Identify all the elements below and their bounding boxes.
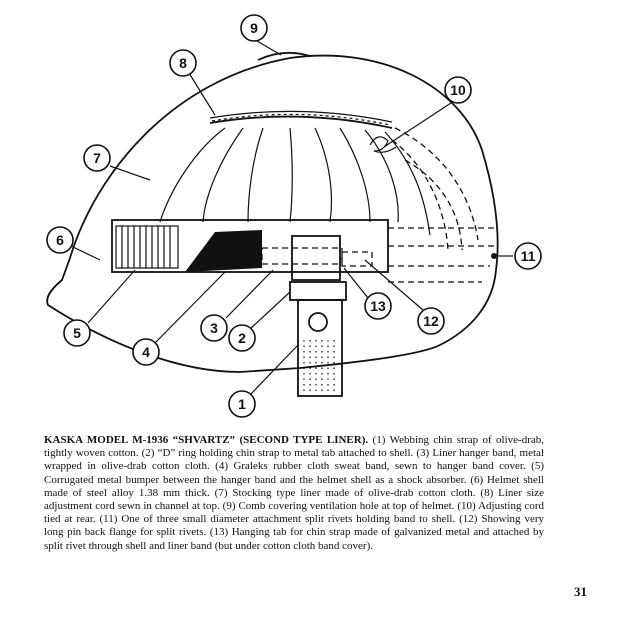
callout-9 [241,15,267,41]
svg-text:11: 11 [520,248,536,264]
svg-text:12: 12 [423,313,439,329]
callout-12 [418,308,444,334]
callout-3 [201,315,227,341]
callout-5 [64,320,90,346]
svg-text:9: 9 [250,20,258,36]
svg-text:5: 5 [73,325,81,341]
callout-11 [515,243,541,269]
svg-text:6: 6 [56,232,64,248]
svg-text:4: 4 [142,344,150,360]
callout-13 [365,293,391,319]
caption-title: KASKA MODEL M-1936 “SHVARTZ” (SECOND TYPE LINER). [44,434,369,446]
figure-caption [44,434,544,553]
svg-text:1: 1 [238,396,246,412]
svg-text:7: 7 [93,150,101,166]
callout-8 [170,50,196,76]
svg-text:3: 3 [210,320,218,336]
svg-text:8: 8 [179,55,187,71]
callout-2 [229,325,255,351]
caption-text: (1) Webbing chin strap of olive-drab, tightly woven cotton. (2) “D” ring holding chin strap to metal tab attached to shell. (3) Liner hanger band, metal wrapped in olive-drab cotton cloth. (4) Graleks rubber cloth sweat band, sewn to hanger band cover. (5) Corrugated metal bumper between the hanger band and the helmet shell as a shock absorber. (6) Helmet shell made of steel alloy 1.38 mm thick. (7) Stocking type liner made of olive-drab cotton cloth. (8) Liner size adjustment cord sewn in channel at top. (9) Comb covering ventilation hole at top of helmet. (10) Adjusting cord tied at rear. (11) One of three small diameter attachment split rivets holding band to shell. (12) Showing very long pin back flange for split rivets. (13) Hanging tab for chin strap made of galvanized metal and attached by split rivet through shell and liner band (but under cotton cloth band cover). [44,434,545,552]
svg-text:2: 2 [238,330,246,346]
svg-text:10: 10 [450,82,466,98]
page-number: 31 [574,584,587,599]
callout-1 [229,391,255,417]
svg-text:13: 13 [370,298,386,314]
callout-10 [445,77,471,103]
callout-4 [133,339,159,365]
callout-7 [84,145,110,171]
callout-6 [47,227,73,253]
